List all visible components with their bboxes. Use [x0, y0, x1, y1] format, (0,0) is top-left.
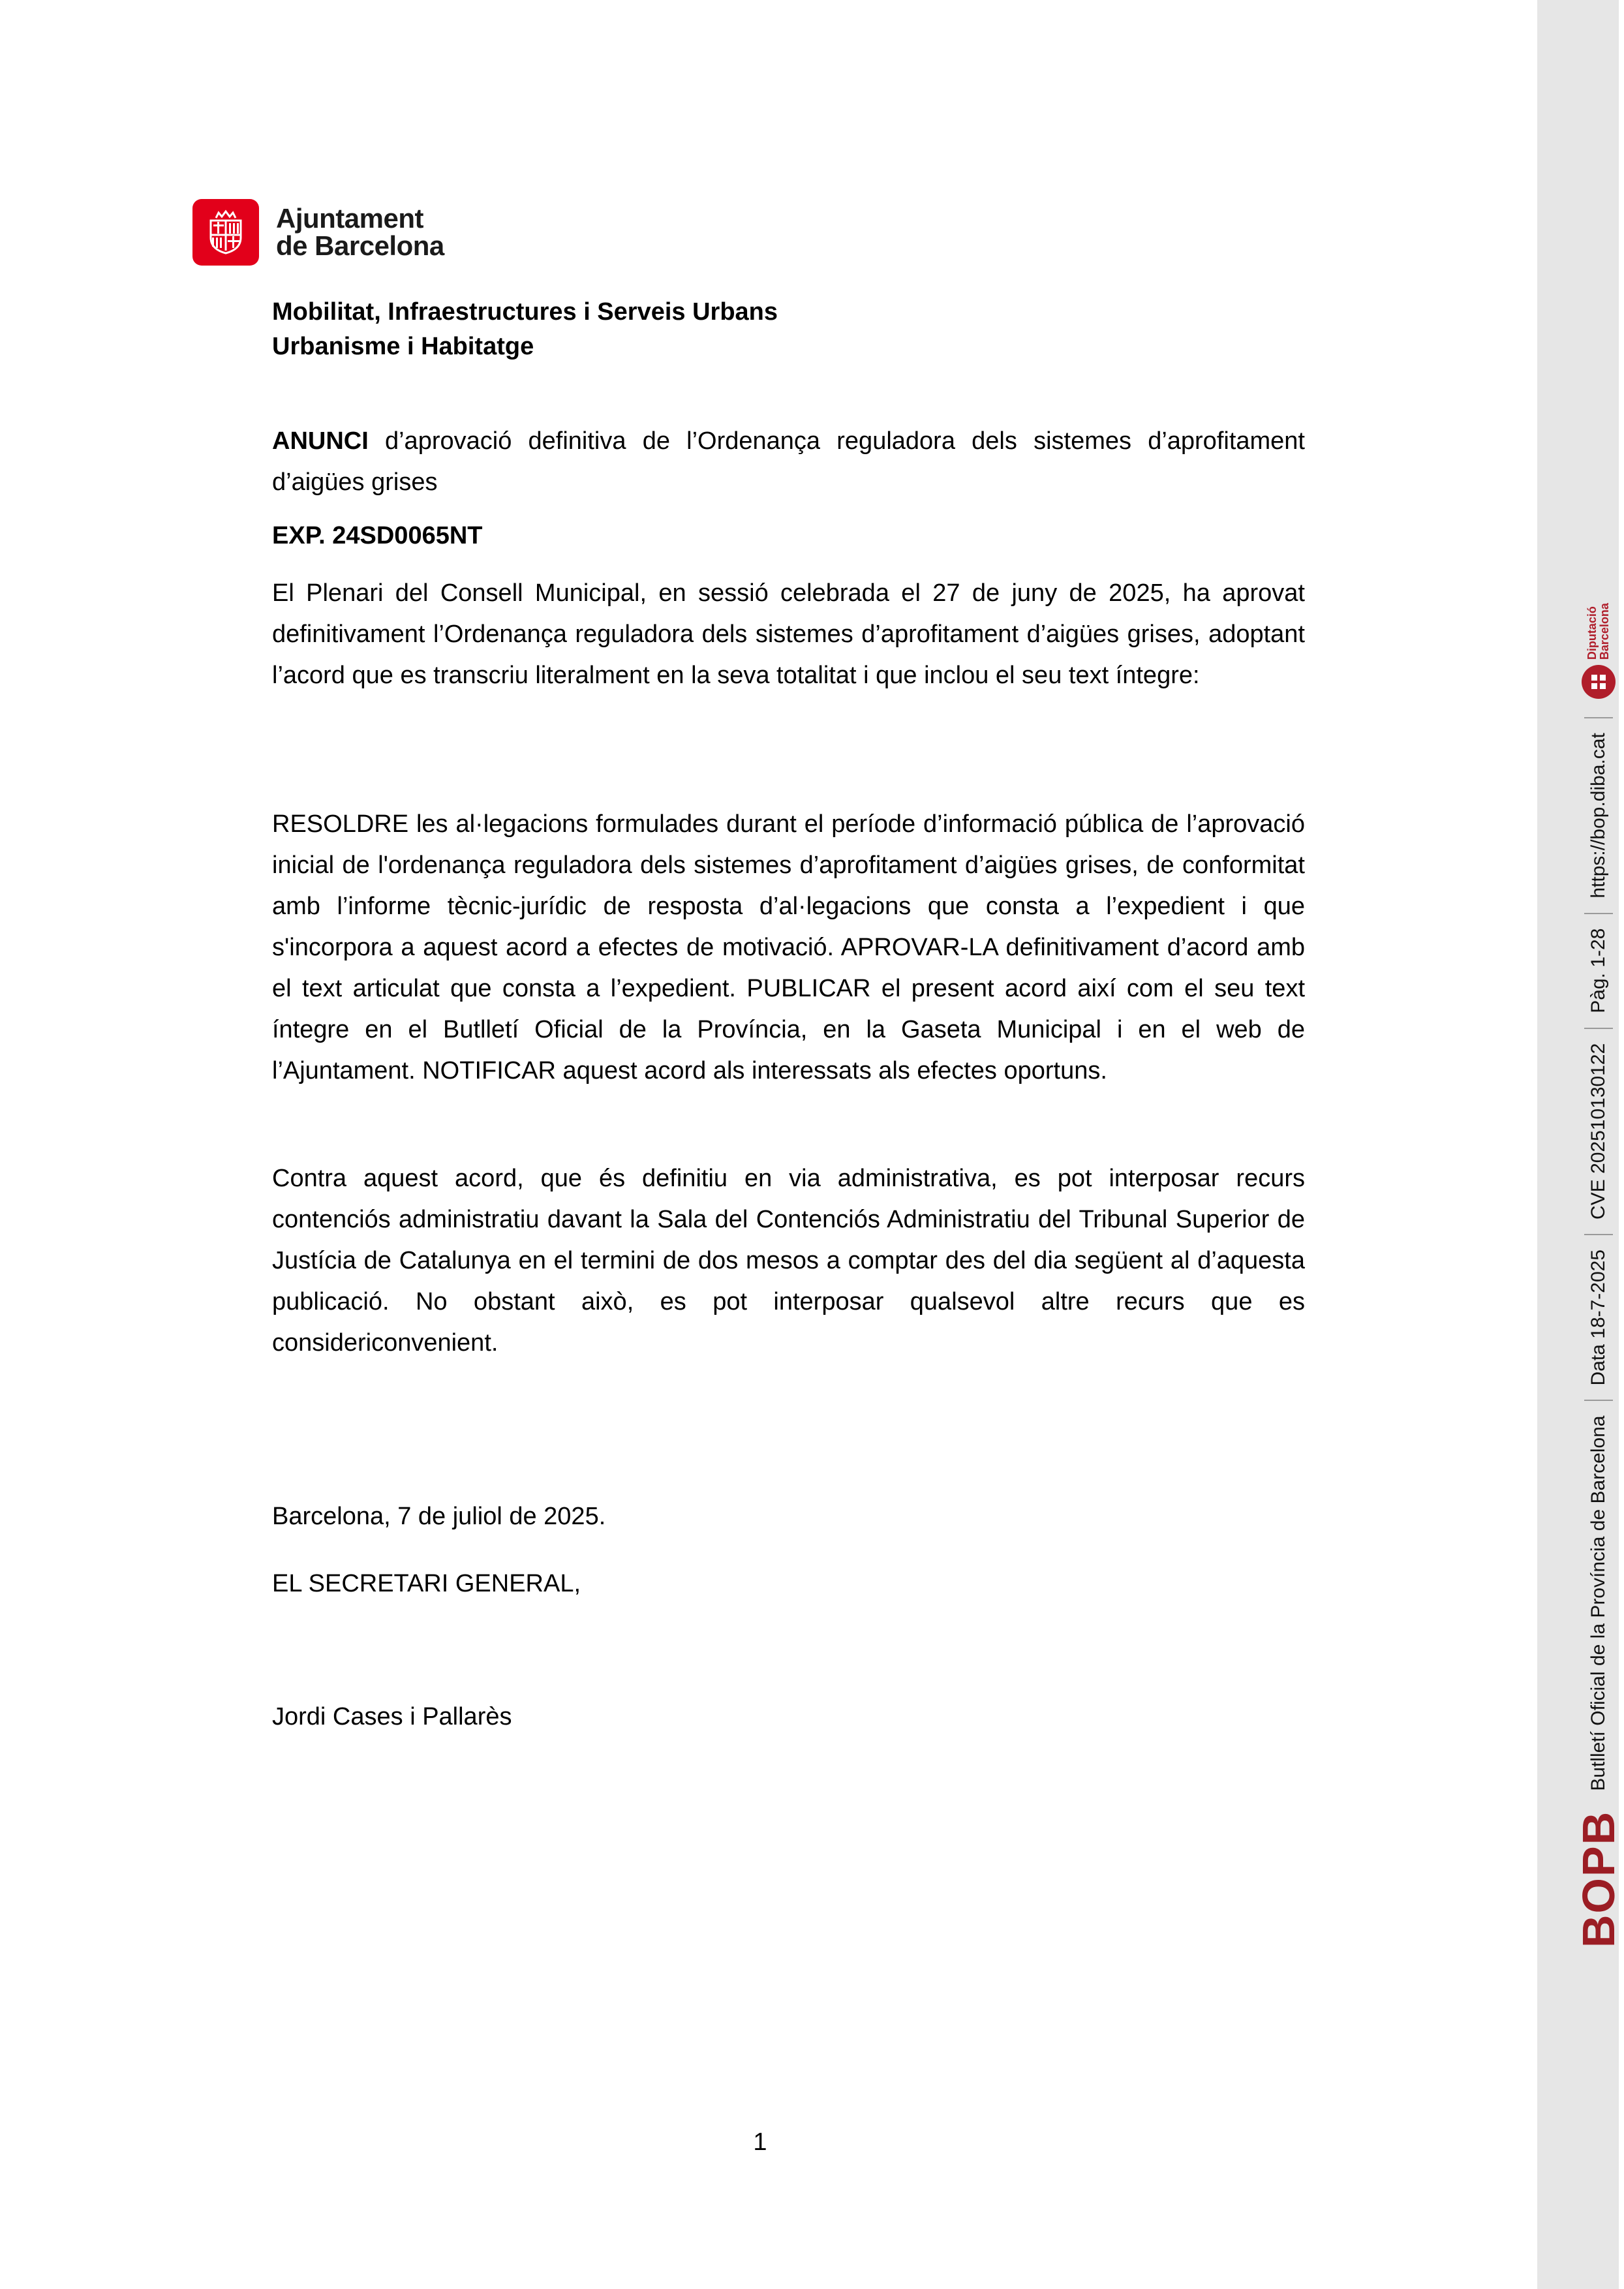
divider — [1584, 1400, 1613, 1401]
page-number: 1 — [753, 2128, 767, 2156]
title-bold: ANUNCI — [272, 427, 369, 455]
department-header — [272, 295, 1305, 364]
signer-name: Jordi Cases i Pallarès — [272, 1703, 512, 1730]
publication-date: Data 18-7-2025 — [1587, 1249, 1609, 1386]
paragraph-text: RESOLDRE les al·legacions formulades durant el període d’informació pública de l’aprovació inicial de l'ordenança reguladora dels sistemes d’aprofitament d’aigües grises, de conformitat amb l’informe tècnic-jurídic de resposta d’al·legacions que consta a l’expedient i que s'incorpora a aquest acord a efectes de motivació. APROVAR-LA definitivament d’acord amb el text articulat que consta a l’expedient. PUBLICAR el present acord així com el seu text íntegre en el Butlletí Oficial de la Província, en la Gaseta Municipal i en el web de l’Ajuntament. NOTIFICAR aquest acord als interessats als efectes oportuns. — [272, 810, 1305, 1084]
divider — [1584, 1028, 1613, 1029]
department-line-2: Urbanisme i Habitatge — [272, 333, 534, 360]
diputacio-text — [1586, 603, 1611, 660]
barcelona-shield-icon — [192, 199, 259, 266]
diputacio-seal-icon — [1582, 665, 1616, 699]
logo-line-1: Ajuntament — [276, 203, 423, 234]
logo-line-2: de Barcelona — [276, 230, 444, 261]
divider — [1584, 913, 1613, 914]
cve-code: CVE 202510130122 — [1587, 1043, 1609, 1220]
page-range: Pàg. 1-28 — [1587, 928, 1609, 1013]
file-number: EXP. 24SD0065NT — [272, 522, 483, 549]
divider — [1584, 1234, 1613, 1235]
title-paragraph — [272, 421, 1305, 503]
bopb-vertical-strip — [1573, 603, 1624, 1948]
title-rest: d’aprovació definitiva de l’Ordenança reguladora dels sistemes d’aprofitament d’aigües grises — [272, 427, 1305, 496]
paragraph-plenary — [272, 573, 1305, 696]
diputacio-logo — [1582, 603, 1616, 699]
ajuntament-logo — [192, 199, 444, 266]
diputacio-line-1: Diputació — [1586, 606, 1599, 660]
diputacio-line-2: Barcelona — [1598, 603, 1611, 660]
publication-name: Butlletí Oficial de la Província de Barcelona — [1587, 1415, 1609, 1791]
bop-url-link[interactable]: https://bop.diba.cat — [1587, 733, 1609, 899]
divider — [1584, 717, 1613, 718]
announcement-title — [272, 421, 1305, 503]
paragraph-text: Contra aquest acord, que és definitiu en via administrativa, es pot interposar recurs contenciós administratiu davant la Sala del Contenciós Administratiu del Tribunal Superior de Justícia de Catalunya en el termini de dos mesos a comptar des del dia següent al d’aquesta publicació. No obstant això, es pot interposar qualsevol altre recurs que es considericonvenient. — [272, 1165, 1305, 1357]
paragraph-text: El Plenari del Consell Municipal, en sessió celebrada el 27 de juny de 2025, ha aprovat definitivament l’Ordenança reguladora dels sistemes d’aprofitament d’aigües grises, adoptant l’acord que es transcriu literalment en la seva totalitat i que inclou el seu text íntegre: — [272, 579, 1305, 689]
ajuntament-name — [276, 205, 444, 260]
signer-title: EL SECRETARI GENERAL, — [272, 1570, 581, 1597]
place-date: Barcelona, 7 de juliol de 2025. — [272, 1503, 606, 1530]
paragraph-resolution — [272, 804, 1305, 1092]
department-line-1: Mobilitat, Infraestructures i Serveis Urbans — [272, 298, 778, 326]
paragraph-appeal — [272, 1158, 1305, 1364]
bopb-logo: BOPB — [1573, 1810, 1624, 1948]
